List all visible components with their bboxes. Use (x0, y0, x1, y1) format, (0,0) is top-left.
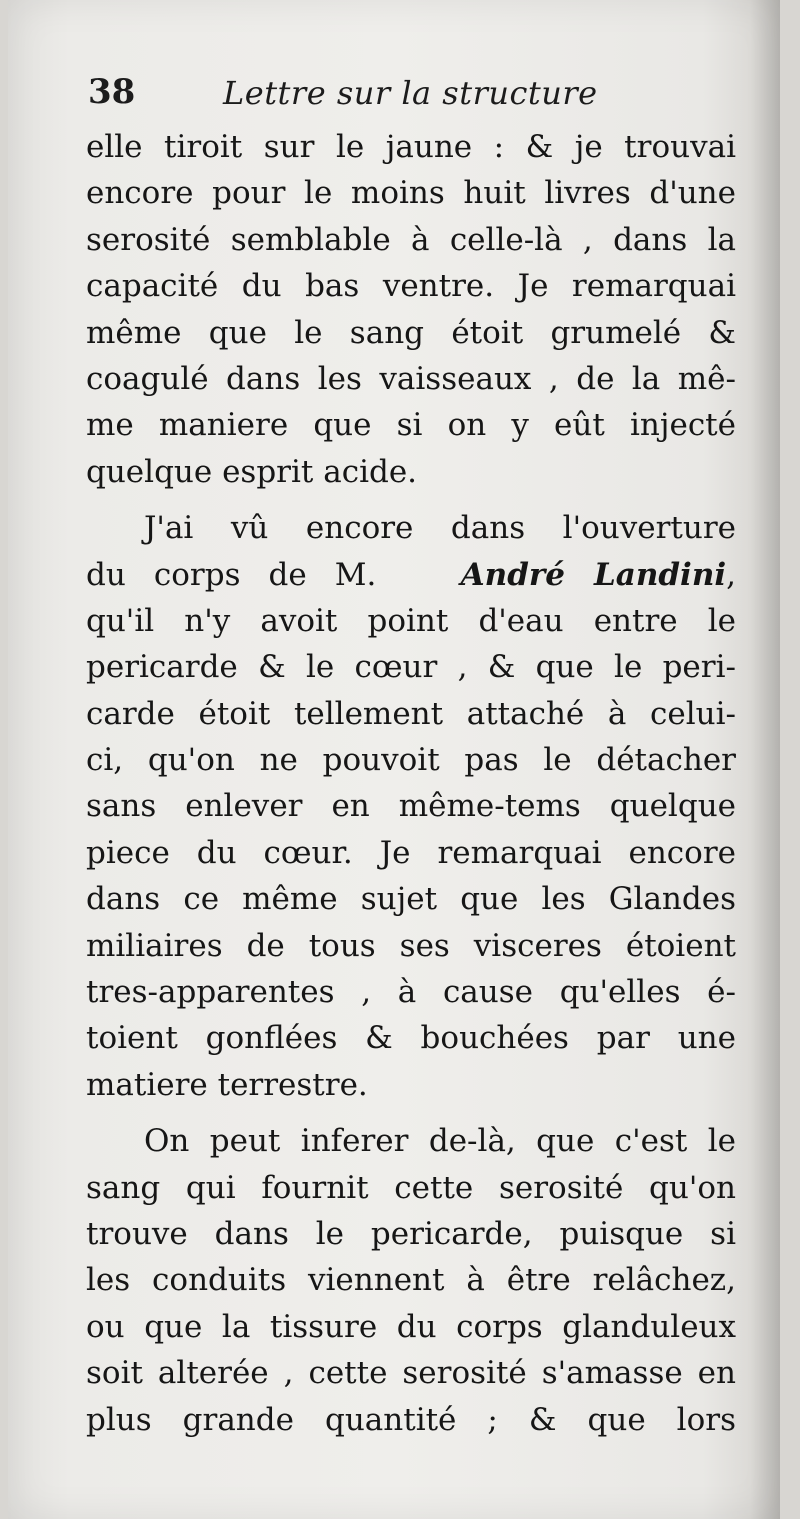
text-line (86, 552, 736, 598)
paragraph-2 (86, 505, 736, 1108)
text-line: trouve dans le pericarde, puisque si (86, 1215, 736, 1252)
running-title: Lettre sur la structure (223, 74, 598, 112)
person-name: André Landini (460, 556, 727, 593)
body-text (86, 124, 736, 1443)
book-page (8, 0, 780, 1519)
page-number: 38 (88, 72, 136, 112)
text-line: serosité semblable à celle-là , dans la (86, 221, 736, 258)
text-line: sang qui fournit cette serosité qu'on (86, 1169, 736, 1206)
text-line: me maniere que si on y eût injecté (86, 407, 736, 444)
paragraph-1 (86, 124, 736, 495)
text-line: J'ai vû encore dans l'ouverture (144, 510, 736, 547)
text-segment: , (726, 556, 736, 593)
text-line: dans ce même sujet que les Glandes (86, 881, 736, 918)
text-line: quelque esprit acide. (86, 453, 418, 490)
text-line: plus grande quantité ; & que lors (86, 1401, 736, 1438)
text-line: ou que la tissure du corps glanduleux (86, 1308, 736, 1345)
text-line: les conduits viennent à être relâchez, (86, 1262, 736, 1299)
text-line: encore pour le moins huit livres d'une (86, 175, 736, 212)
text-line: carde étoit tellement attaché à celui- (86, 695, 736, 732)
text-line: qu'il n'y avoit point d'eau entre le (86, 602, 736, 639)
text-line: toient gonflées & bouchées par une (86, 1020, 736, 1057)
paragraph-3 (86, 1118, 736, 1443)
text-line: ci, qu'on ne pouvoit pas le détacher (86, 742, 736, 779)
text-line: tres-apparentes , à cause qu'elles é- (86, 974, 736, 1011)
text-line: matiere terrestre. (86, 1066, 368, 1103)
text-line: sans enlever en même-tems quelque (86, 788, 736, 825)
text-line: capacité du bas ventre. Je remarquai (86, 268, 736, 305)
page-edge-shadow (750, 0, 780, 1519)
text-segment: du corps de M. (86, 556, 377, 593)
page-header (88, 72, 703, 122)
text-line: coagulé dans les vaisseaux , de la mê- (86, 360, 736, 397)
text-line: elle tiroit sur le jaune : & je trouvai (86, 129, 736, 165)
text-line: même que le sang étoit grumelé & (86, 314, 736, 351)
text-line: soit alterée , cette serosité s'amasse en (86, 1355, 736, 1392)
text-line: miliaires de tous ses visceres étoient (86, 927, 736, 964)
text-line: On peut inferer de-là, que c'est le (144, 1123, 736, 1160)
text-line: pericarde & le cœur , & que le peri- (86, 649, 736, 686)
text-line: piece du cœur. Je remarquai encore (86, 834, 736, 871)
